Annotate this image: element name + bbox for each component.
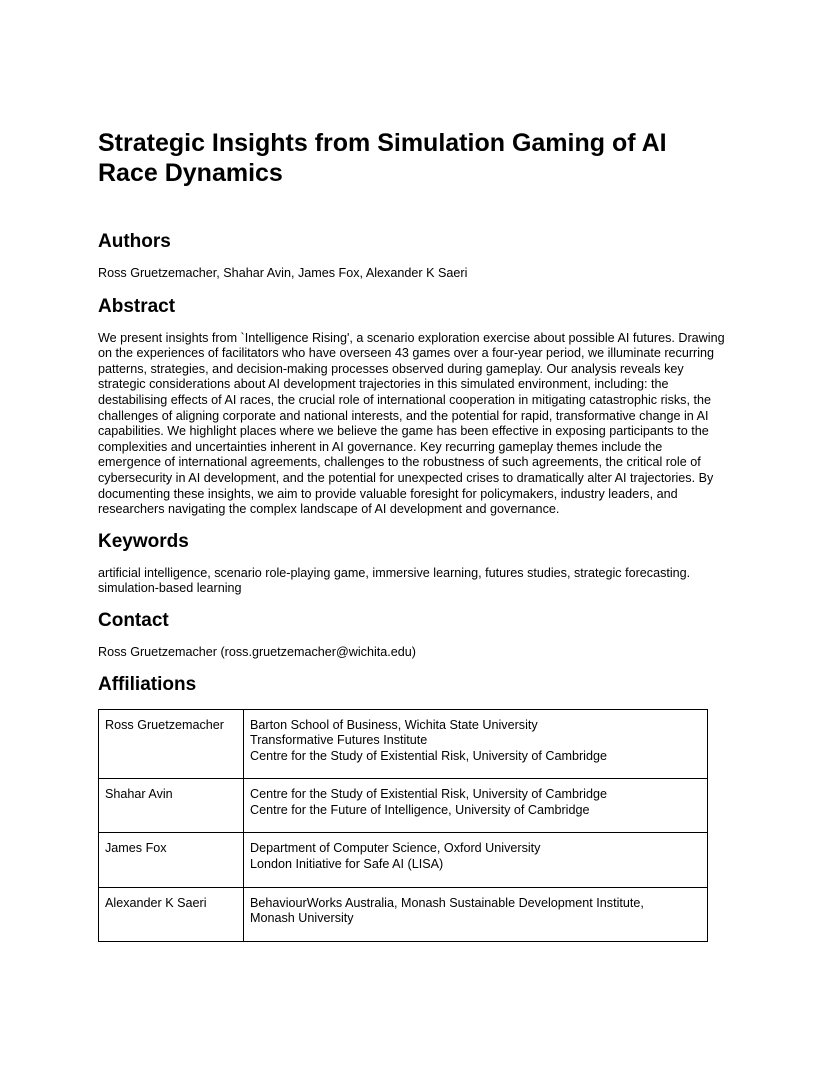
affiliation-line: Monash University	[250, 911, 354, 926]
keywords-text: artificial intelligence, scenario role-playing game, immersive learning, futures studies, strategic forecasting. simulation-based learning	[98, 565, 691, 596]
affiliation-line: BehaviourWorks Australia, Monash Sustainable Development Institute,	[250, 895, 644, 910]
table-row	[99, 709, 708, 779]
affiliation-line: Centre for the Study of Existential Risk, University of Cambridge	[250, 748, 607, 763]
authors-section	[98, 230, 726, 282]
affiliation-institutions	[244, 709, 708, 779]
affiliation-line: Department of Computer Science, Oxford University	[250, 841, 541, 856]
authors-heading: Authors	[98, 231, 171, 252]
affiliation-author-name: Alexander K Saeri	[99, 887, 244, 941]
paper-page	[98, 128, 726, 942]
affiliation-line: Transformative Futures Institute	[250, 733, 428, 748]
affiliation-institutions	[244, 833, 708, 887]
affiliation-line: Centre for the Future of Intelligence, University of Cambridge	[250, 802, 590, 817]
affiliations-table	[98, 709, 708, 942]
table-row	[99, 779, 708, 833]
contact-heading: Contact	[98, 609, 169, 631]
affiliation-line: Barton School of Business, Wichita State University	[250, 717, 538, 732]
affiliations-section	[98, 673, 726, 942]
keywords-section	[98, 530, 726, 597]
contact-section	[98, 609, 726, 661]
affiliation-line: Centre for the Study of Existential Risk, University of Cambridge	[250, 787, 607, 802]
abstract-text: We present insights from `Intelligence Rising', a scenario exploration exercise about possible AI futures. Drawing on the experiences of facilitators who have overseen 43 games over a four-year period, we illuminate recurring patterns, strategies, and decision-making processes observed during gameplay. Our analysis reveals key strategic considerations about AI development trajectories in this simulated environment, including: the destabilising effects of AI races, the crucial role of international cooperation in mitigating catastrophic risks, the challenges of aligning corporate and national interests, and the potential for rapid, transformative change in AI capabilities. We highlight places where we believe the game has been effective in exposing participants to the complexities and uncertainties inherent in AI governance. Key recurring gameplay themes include the emergence of international agreements, challenges to the robustness of such agreements, the critical role of cybersecurity in AI development, and the potential for unexpected crises to dramatically alter AI trajectories. By documenting these insights, we aim to provide valuable foresight for policymakers, industry leaders, and researchers navigating the complex landscape of AI development and governance.	[98, 330, 725, 517]
keywords-heading: Keywords	[98, 530, 189, 552]
affiliation-author-name: Shahar Avin	[99, 779, 244, 833]
contact-text: Ross Gruetzemacher (ross.gruetzemacher@wichita.edu)	[98, 644, 416, 659]
table-row	[99, 833, 708, 887]
abstract-section	[98, 295, 726, 518]
table-row	[99, 887, 708, 941]
affiliation-line: London Initiative for Safe AI (LISA)	[250, 857, 444, 872]
abstract-heading: Abstract	[98, 295, 176, 317]
affiliation-author-name: James Fox	[99, 833, 244, 887]
affiliations-heading: Affiliations	[98, 673, 197, 695]
authors-list: Ross Gruetzemacher, Shahar Avin, James Fox, Alexander K Saeri	[98, 266, 468, 280]
affiliation-institutions	[244, 887, 708, 941]
affiliation-author-name: Ross Gruetzemacher	[99, 709, 244, 779]
affiliation-institutions	[244, 779, 708, 833]
paper-title: Strategic Insights from Simulation Gaming of AI Race Dynamics	[98, 129, 667, 187]
